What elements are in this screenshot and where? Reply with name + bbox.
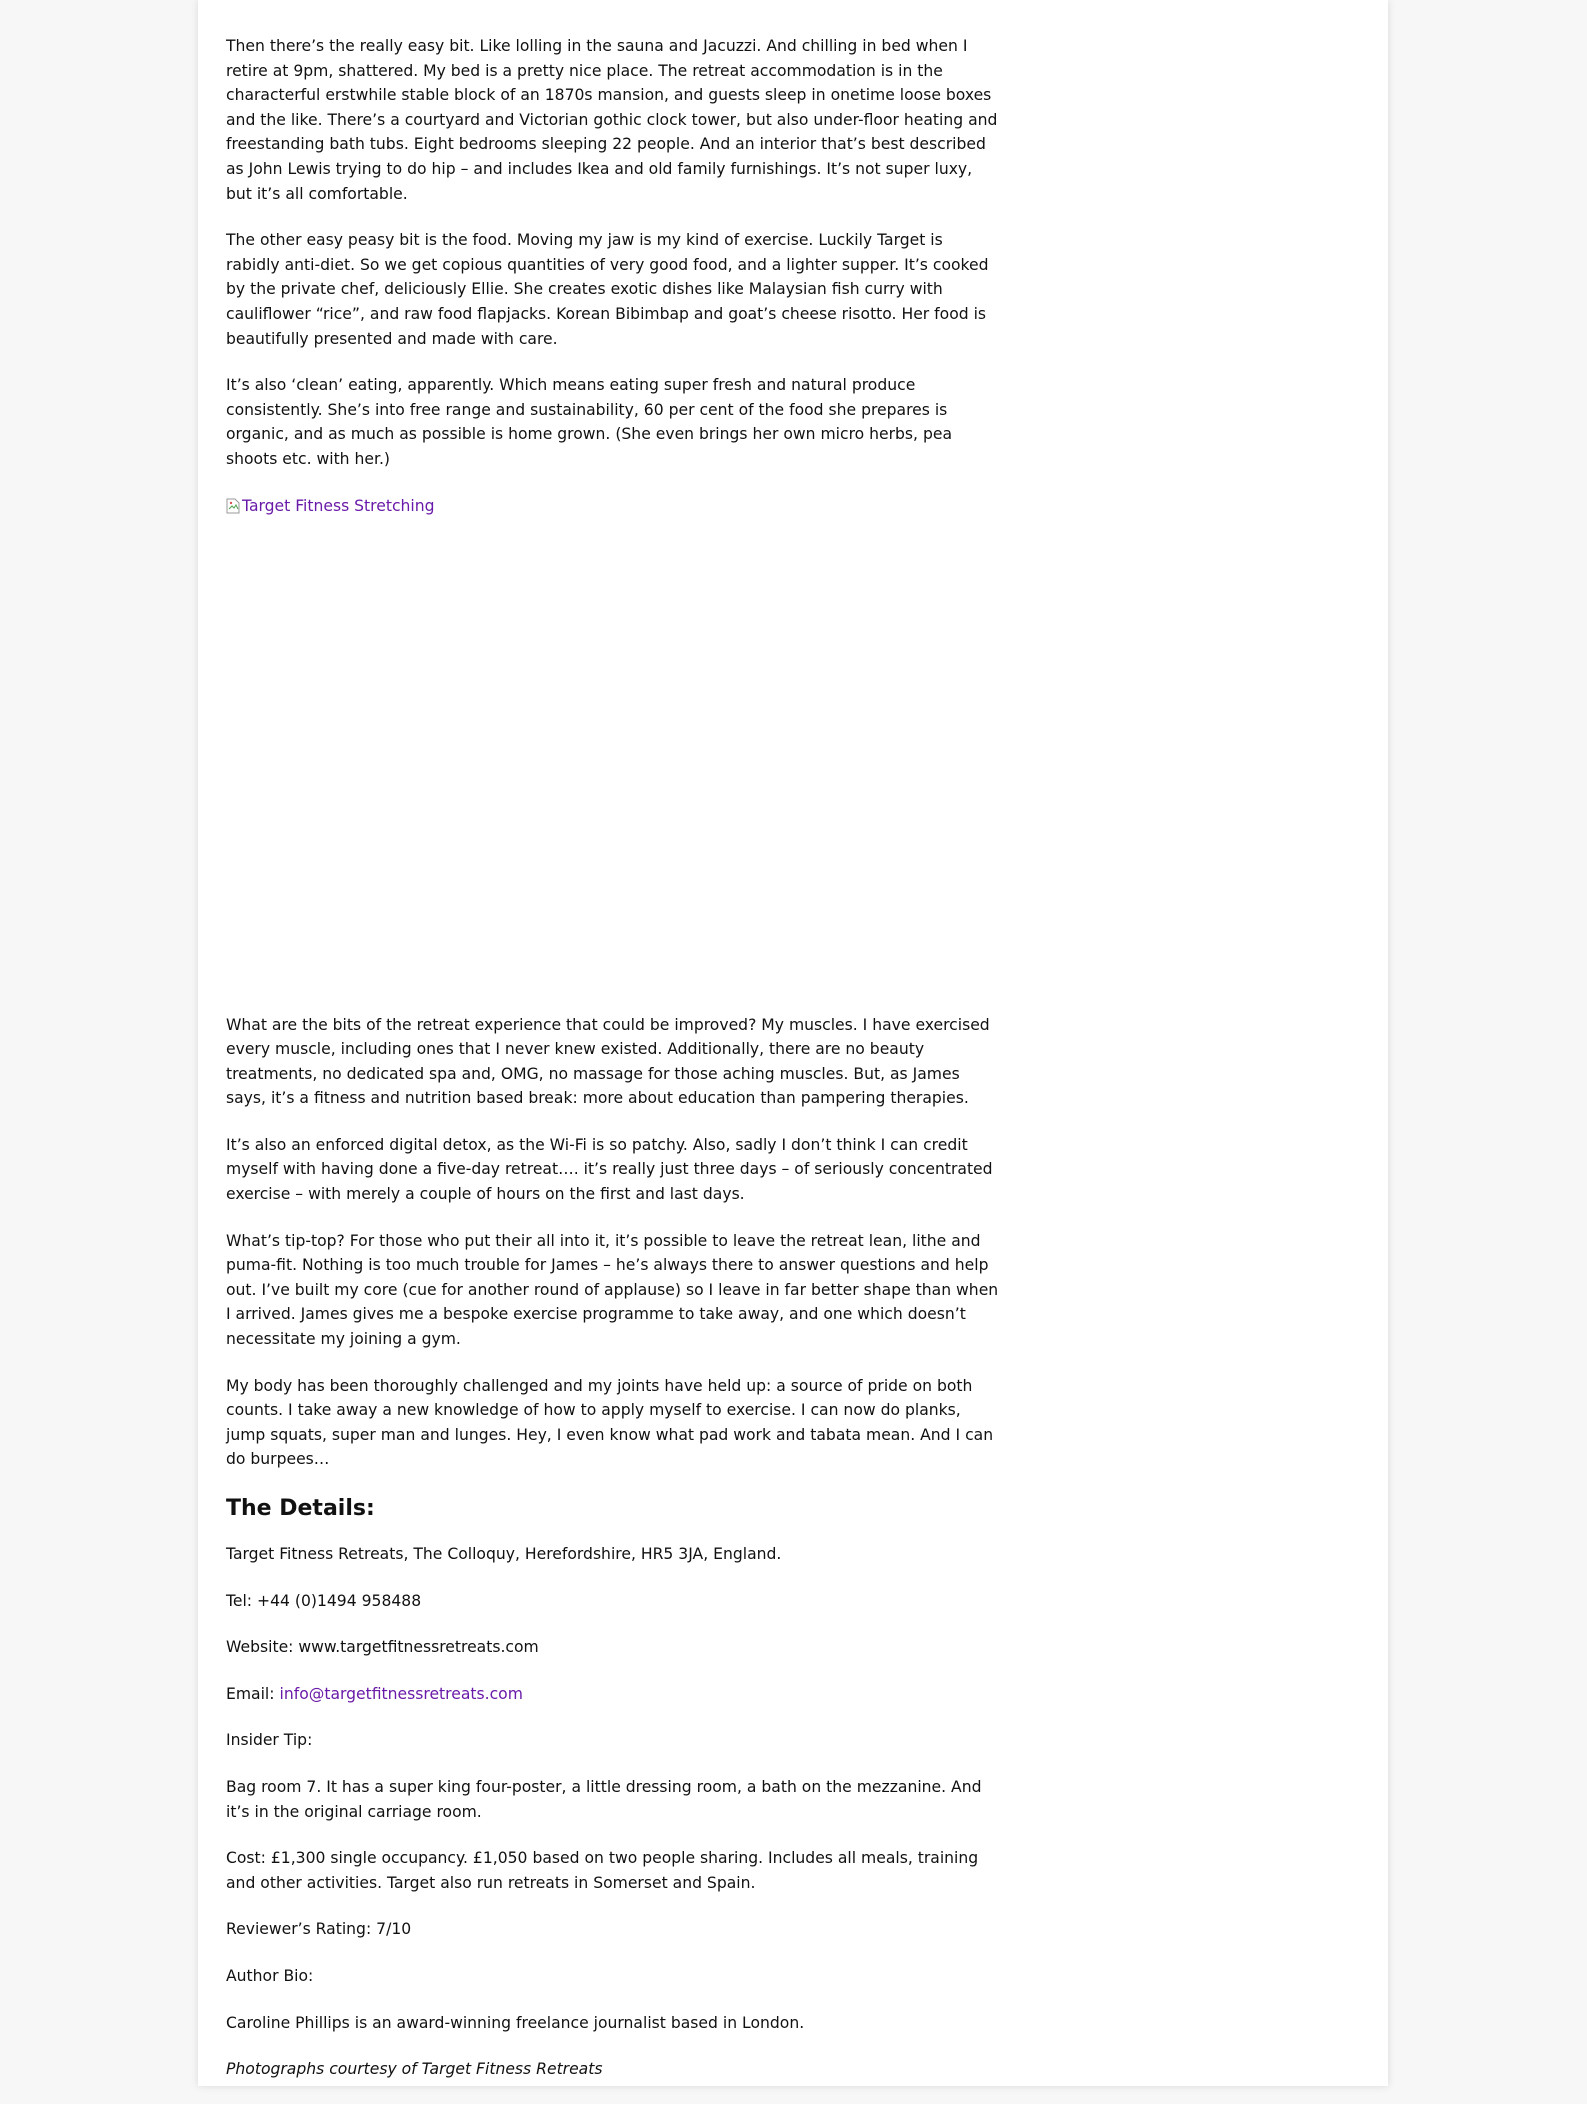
email-label: Email: (226, 1684, 280, 1703)
paragraph-digital-detox: It’s also an enforced digital detox, as the Wi-Fi is so patchy. Also, sadly I don’t think I can credit myself with having done a five-day retreat…. it’s really just three days – of seriously concentrated exercise – with merely a couple of hours on the first and last days. (226, 1135, 993, 1204)
details-tel: Tel: +44 (0)1494 958488 (226, 1591, 422, 1610)
article-page (198, 0, 1388, 2086)
details-email (226, 1682, 1001, 1707)
email-link[interactable]: info@targetfitnessretreats.com (279, 1684, 523, 1703)
article-figure (226, 494, 1001, 991)
photo-credit: Photographs courtesy of Target Fitness Retreats (226, 2060, 603, 2079)
insider-tip: Bag room 7. It has a super king four-poster, a little dressing room, a bath on the mezzanine. And it’s in the original carriage room. (226, 1777, 982, 1821)
article-body (226, 34, 1001, 2104)
details-website: Website: www.targetfitnessretreats.com (226, 1638, 539, 1657)
paragraph-tip-top: What’s tip-top? For those who put their all into it, it’s possible to leave the retreat lean, lithe and puma-fit. Nothing is too much trouble for James – he’s always there to answer questions and help out. I’ve built my core (cue for another round of applause) so I leave in far better shape than when I arrived. James gives me a bespoke exercise programme to take away, and one which doesn’t necessitate my joining a gym. (226, 1231, 999, 1349)
paragraph-challenged: My body has been thoroughly challenged and my joints have held up: a source of pride on both counts. I take away a new knowledge of how to apply myself to exercise. I can now do planks, jump squats, super man and lunges. Hey, I even know what pad work and tabata mean. And I can do burpees… (226, 1376, 994, 1469)
paragraph-accommodation: Then there’s the really easy bit. Like lolling in the sauna and Jacuzzi. And chilling in bed when I retire at 9pm, shattered. My bed is a pretty nice place. The retreat accommodation is in the characterful erstwhile stable block of an 1870s mansion, and guests sleep in onetime loose boxes and the like. There’s a courtyard and Victorian gothic clock tower, but also under-floor heating and freestanding bath tubs. Eight bedrooms sleeping 22 people. And an interior that’s best described as John Lewis trying to do hip – and includes Ikea and old family furnishings. It’s not super luxy, but it’s all comfortable. (226, 37, 998, 203)
paragraph-improvements: What are the bits of the retreat experience that could be improved? My muscles. I have exercised every muscle, including ones that I never knew existed. Additionally, there are no beauty treatments, no dedicated spa and, OMG, no massage for those aching muscles. But, as James says, it’s a fitness and nutrition based break: more about education than pampering therapies. (226, 1015, 990, 1108)
insider-tip-label: Insider Tip: (226, 1731, 313, 1750)
stretching-image-link[interactable] (226, 494, 435, 519)
stretching-image-alt: Target Fitness Stretching (242, 496, 435, 515)
details-cost: Cost: £1,300 single occupancy. £1,050 based on two people sharing. Includes all meals, training and other activities. Target also run retreats in Somerset and Spain. (226, 1849, 979, 1892)
author-bio: Caroline Phillips is an award-winning freelance journalist based in London. (226, 2013, 805, 2032)
details-address: Target Fitness Retreats, The Colloquy, Herefordshire, HR5 3JA, England. (226, 1545, 782, 1563)
details-heading: The Details: (226, 1496, 375, 1521)
author-bio-label: Author Bio: (226, 1966, 314, 1985)
broken-image-icon (226, 498, 240, 514)
paragraph-food: The other easy peasy bit is the food. Moving my jaw is my kind of exercise. Luckily Target is rabidly anti-diet. So we get copious quantities of very good food, and a lighter supper. It’s cooked by the private chef, deliciously Ellie. She creates exotic dishes like Malaysian fish curry with cauliflower “rice”, and raw food flapjacks. Korean Bibimbap and goat’s cheese risotto. Her food is beautifully presented and made with care. (226, 231, 989, 348)
reviewer-rating: Reviewer’s Rating: 7/10 (226, 1920, 412, 1939)
paragraph-clean-eating: It’s also ‘clean’ eating, apparently. Which means eating super fresh and natural produce consistently. She’s into free range and sustainability, 60 per cent of the food she prepares is organic, and as much as possible is home grown. (She even brings her own micro herbs, pea shoots etc. with her.) (226, 376, 953, 468)
